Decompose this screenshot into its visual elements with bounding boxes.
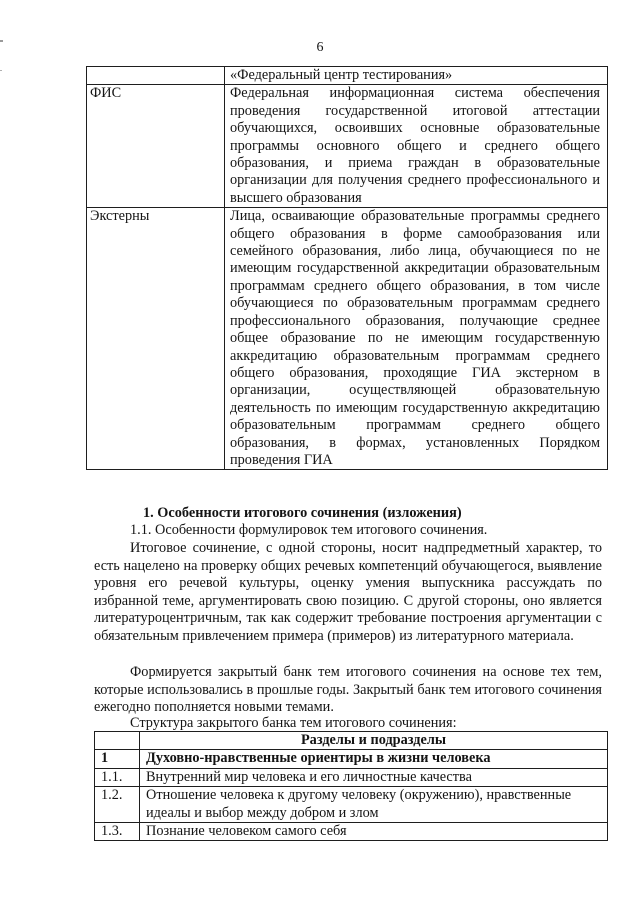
definitions-table	[86, 66, 608, 470]
section-heading: 1. Особенности итогового сочинения (изложения)	[143, 505, 462, 521]
row-number: 1.1.	[95, 768, 140, 786]
table-row	[95, 768, 608, 786]
row-title: Внутренний мир человека и его личностные качества	[140, 768, 608, 786]
table-row	[95, 823, 608, 841]
subsection-heading: 1.1. Особенности формулировок тем итогового сочинения.	[130, 522, 488, 538]
table-row	[95, 750, 608, 768]
row-number: 1	[95, 750, 140, 768]
row-number: 1.2.	[95, 787, 140, 823]
table-row	[87, 208, 608, 470]
definition-cell: Федеральная информационная система обеспечения проведения государственной итоговой аттестации обучающихся, освоивших основные образовательные программы основного общего и среднего общего образования, и приема граждан в образовательные организации для получения среднего профессионального и высшего образования	[225, 85, 608, 208]
table-header: Разделы и подразделы	[140, 732, 608, 750]
paragraph: Структура закрытого банка тем итогового сочинения:	[130, 715, 457, 731]
paragraph: Итоговое сочинение, с одной стороны, носит надпредметный характер, то есть нацелено на проверку общих речевых компетенций обучающегося, выявление уровня его речевой культуры, оценку умения выпускника рассуждать по избранной теме, аргументировать свою позицию. С другой стороны, оно является литературоцентричным, так как содержит требование построения аргументации с обязательным привлечением примера (примеров) из литературного материала.	[94, 540, 602, 644]
paragraph: Формируется закрытый банк тем итогового сочинения на основе тех тем, которые использовались в прошлые годы. Закрытый банк тем итогового сочинения ежегодно пополняется новыми темами.	[94, 664, 602, 716]
page-number: 6	[316, 40, 324, 55]
row-title: Духовно-нравственные ориентиры в жизни человека	[140, 750, 608, 768]
term-cell: Экстерны	[87, 208, 225, 470]
topics-bank-table	[94, 731, 608, 841]
body-text	[94, 715, 602, 733]
binder-mark	[0, 70, 2, 71]
table-row	[95, 787, 608, 823]
table-row	[87, 85, 608, 208]
body-text	[94, 540, 602, 646]
definition-cell: Лица, осваивающие образовательные программы среднего общего образования в форме самообразования или семейного образования, либо лица, обучающиеся по не имеющим государственной аккредитации образовательным программам среднего общего образования, в том числе обучающиеся по образовательным программам среднего профессионального образования, получающие среднее общее образование по не имеющим государственную аккредитацию образовательным программам среднего общего образования, проходящие ГИА экстерном в организации, осуществляющей образовательную деятельность по имеющим государственную аккредитацию образовательным программам среднего общего образования, в формах, установленных Порядком проведения ГИА	[225, 208, 608, 470]
row-title: Отношение человека к другому человеку (окружению), нравственные идеалы и выбор между добром и злом	[140, 787, 608, 823]
table-row	[87, 67, 608, 85]
row-title: Познание человеком самого себя	[140, 823, 608, 841]
definition-cell: «Федеральный центр тестирования»	[225, 67, 608, 85]
term-cell: ФИС	[87, 85, 225, 208]
table-header-row	[95, 732, 608, 750]
header-empty-cell	[95, 732, 140, 750]
term-cell	[87, 67, 225, 85]
body-text	[94, 664, 602, 717]
row-number: 1.3.	[95, 823, 140, 841]
